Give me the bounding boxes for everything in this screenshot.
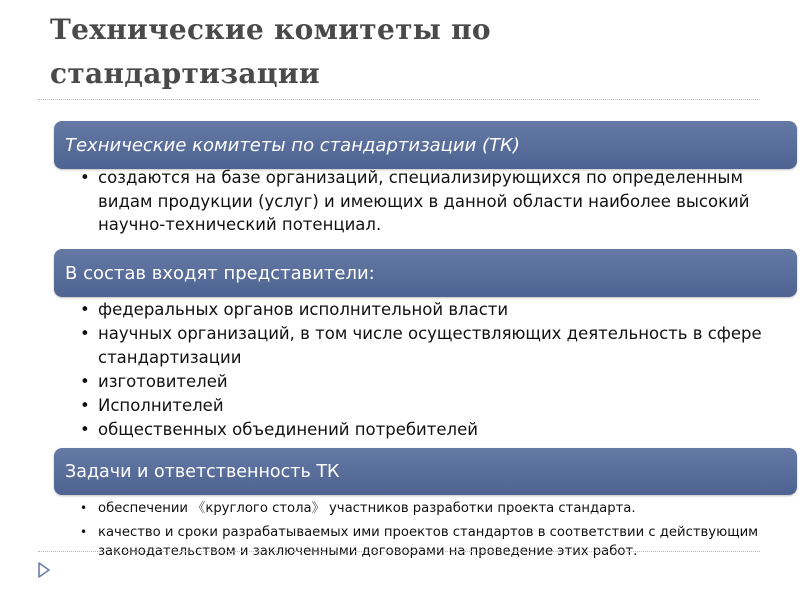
section-header-label: В состав входят представители: [65,262,375,284]
list-item [80,394,780,418]
section-header-members [54,249,797,297]
bullet-list-members [80,298,780,442]
list-item [80,298,780,322]
section-header-tk [54,121,797,169]
slide-title: Технические комитеты по стандартизации [50,13,491,90]
list-item [80,523,780,561]
bullet-icon: • [80,525,88,539]
bullet-icon: • [80,168,90,187]
bullet-icon: • [80,324,90,343]
list-item-text: обеспечении 《круглого стола》 участников разработки проекта стандарта. [98,501,636,516]
footer-divider [38,551,760,552]
list-item-text: общественных объединений потребителей [98,420,478,439]
list-item-text: федеральных органов исполнительной власти [98,300,509,319]
bullet-list-tk-definition [80,166,780,237]
list-item-text: изготовителей [98,372,228,391]
bullet-list-tasks [80,499,780,566]
list-item [80,322,780,370]
list-item-text: качество и сроки разрабатываемых ими проектов стандартов в соответствии с действующим законодательством и заключенными договорами на проведение этих работ. [98,525,759,559]
list-item-text: научных организаций, в том числе осуществляющих деятельность в сфере стандартизации [98,324,762,367]
bullet-icon: • [80,420,90,439]
list-item [80,166,780,237]
list-item-text: Исполнителей [98,396,224,415]
bullet-icon: • [80,501,88,515]
title-divider [38,99,760,100]
bullet-icon: • [80,300,90,319]
play-triangle-icon[interactable] [38,562,50,578]
list-item [80,370,780,394]
bullet-icon: • [80,396,90,415]
bullet-icon: • [80,372,90,391]
section-header-label: Технические комитеты по стандартизации (ТК) [65,134,520,156]
list-item [80,418,780,442]
list-item [80,499,780,518]
section-header-tasks [54,448,797,495]
list-item-text: создаются на базе организаций, специализирующихся по определенным видам продукции (услуг) и имеющих в данной области наиболее высокий научно-технический потенциал. [98,168,750,234]
section-header-label: Задачи и ответственность ТК [65,461,340,482]
